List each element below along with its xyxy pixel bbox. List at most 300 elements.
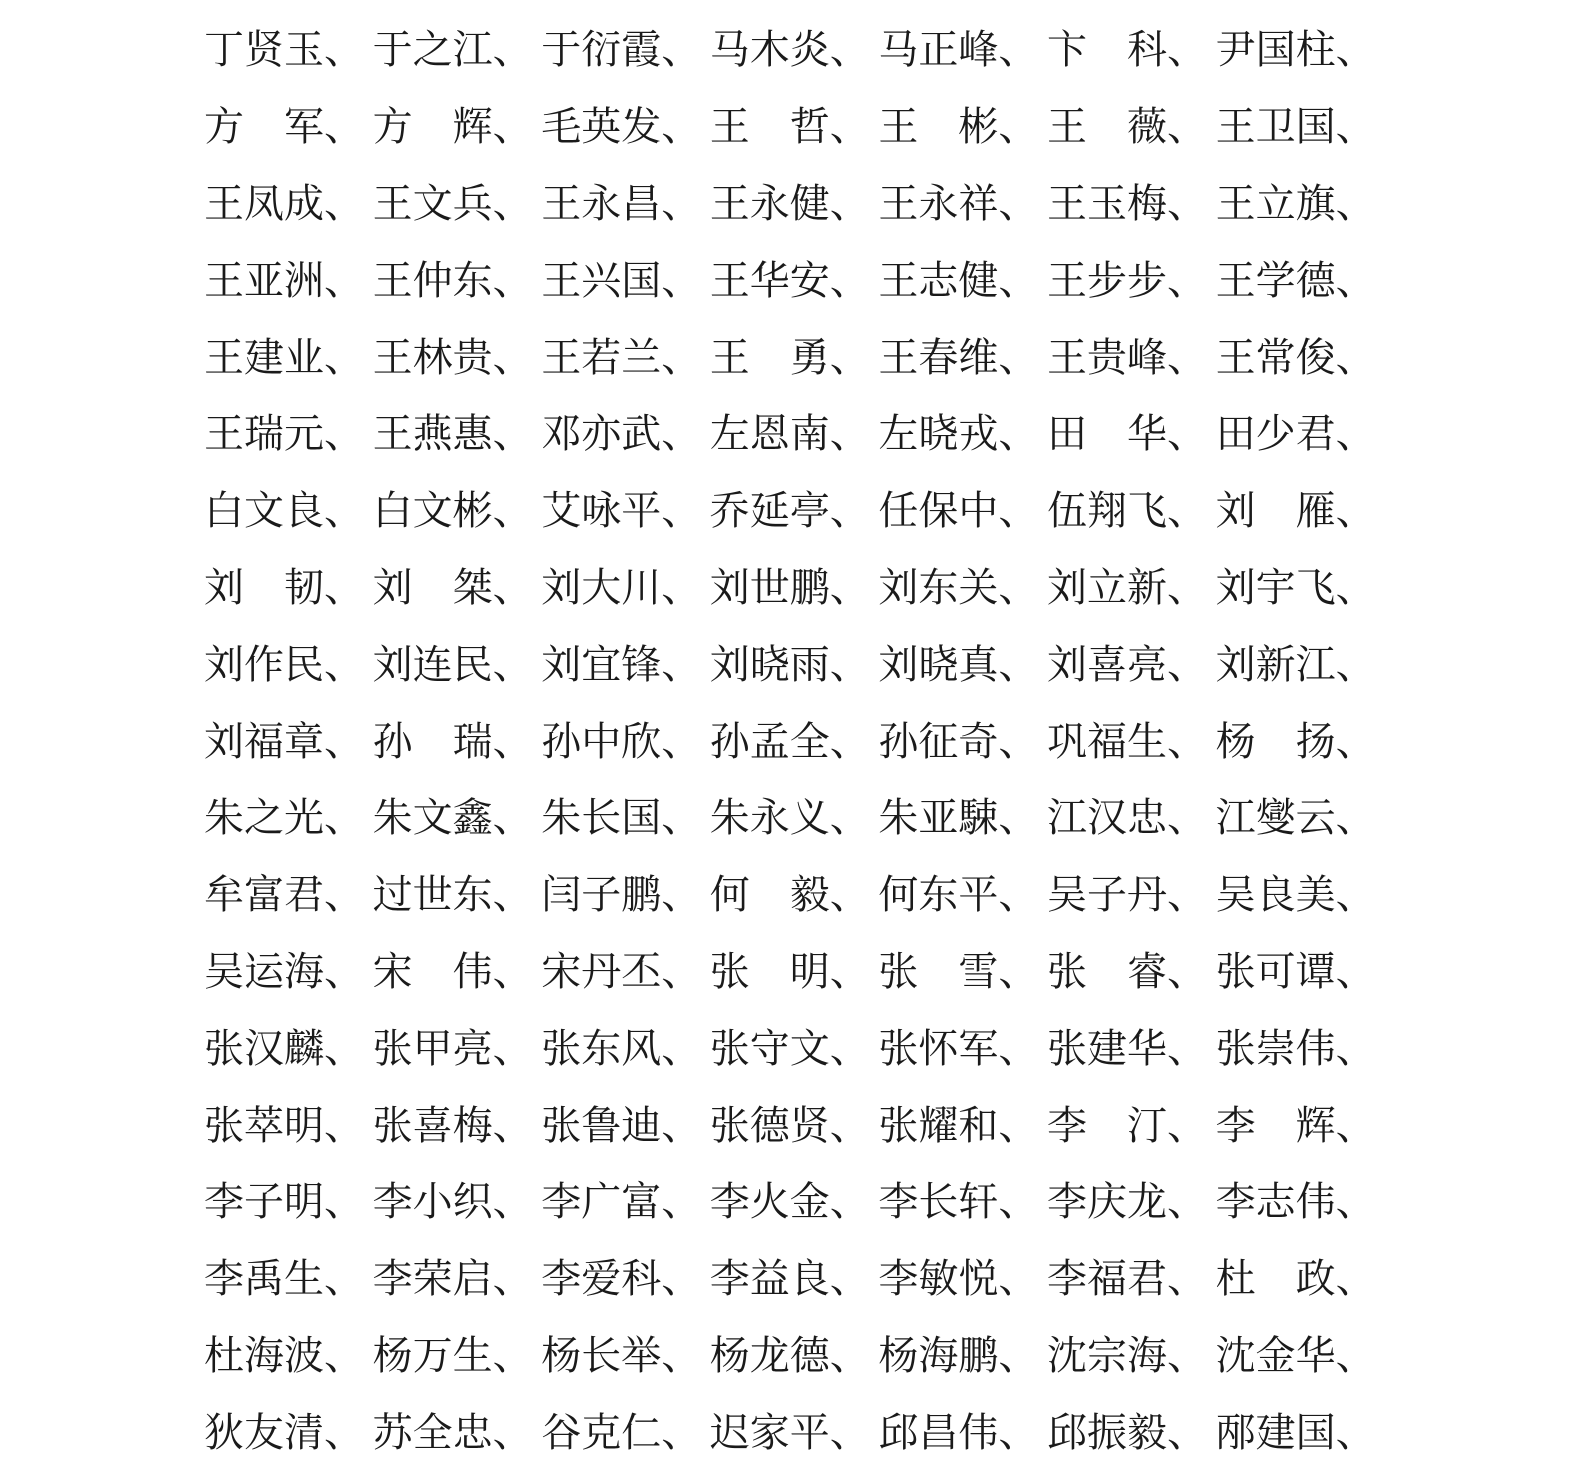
list-separator: 、: [1166, 180, 1207, 227]
person-name: [1046, 718, 1167, 765]
name-entry: [1046, 1179, 1216, 1226]
name-character: 宗: [1086, 1332, 1127, 1379]
name-entry: [541, 257, 710, 304]
list-separator: 、: [324, 564, 364, 611]
name-character: 邓: [541, 411, 582, 458]
name-character: 张: [1215, 1025, 1256, 1072]
name-character: 沈: [1046, 1332, 1087, 1379]
name-entry: [204, 1332, 373, 1379]
person-name: [1046, 1256, 1167, 1303]
person-name: [709, 411, 830, 458]
list-separator: 、: [492, 948, 533, 995]
name-entry: [878, 411, 1047, 458]
person-name: [878, 411, 999, 458]
person-name: [1215, 948, 1336, 995]
name-entry: [372, 1025, 542, 1072]
list-separator: 、: [661, 948, 702, 995]
name-character: 王: [1215, 180, 1256, 227]
name-character: 昌: [918, 1409, 959, 1456]
name-entry: [1215, 1102, 1385, 1149]
name-character: 奇: [958, 718, 999, 765]
person-name: [1215, 1256, 1336, 1303]
name-character: 伟: [958, 1409, 999, 1456]
name-character: 耀: [918, 1102, 959, 1149]
list-separator: 、: [998, 564, 1039, 611]
name-character: 方: [372, 104, 413, 151]
name-character: 瑞: [452, 718, 493, 765]
name-character: 平: [958, 872, 999, 919]
name-character: 毛: [541, 104, 582, 151]
name-entry: [878, 1256, 1047, 1303]
name-entry: [204, 488, 373, 535]
name-character: 东: [918, 564, 959, 611]
name-character: 伍: [1046, 488, 1087, 535]
name-character: 军: [958, 1025, 999, 1072]
name-entry: [878, 795, 1047, 842]
person-name: [204, 564, 324, 611]
name-character: 朱: [204, 795, 244, 842]
name-entry: [1046, 564, 1216, 611]
name-character: 张: [541, 1025, 582, 1072]
name-character: 世: [412, 872, 453, 919]
name-character: 亮: [1126, 641, 1167, 688]
name-entry: [204, 334, 373, 381]
name-character: 全: [789, 718, 830, 765]
list-separator: 、: [1335, 948, 1376, 995]
name-character: 迟: [709, 1409, 750, 1456]
person-name: [878, 948, 999, 995]
list-separator: 、: [998, 1256, 1039, 1303]
list-separator: 、: [829, 718, 870, 765]
name-character: 君: [1295, 411, 1336, 458]
name-character: 文: [412, 795, 453, 842]
name-list: [204, 12, 1404, 1471]
name-entry: [878, 1179, 1047, 1226]
name-entry: [1215, 104, 1385, 151]
name-character: 朱: [372, 795, 413, 842]
list-separator: 、: [492, 411, 533, 458]
name-character: 江: [1295, 641, 1336, 688]
list-separator: 、: [492, 1179, 533, 1226]
name-row: [204, 780, 1404, 857]
name-character: 李: [204, 1256, 244, 1303]
person-name: [1046, 104, 1167, 151]
name-character: 刘: [709, 641, 750, 688]
name-entry: [878, 1332, 1047, 1379]
list-separator: 、: [829, 257, 870, 304]
name-character: 柱: [1295, 27, 1336, 74]
person-name: [541, 411, 662, 458]
person-name: [878, 334, 999, 381]
name-character: 刘: [204, 641, 244, 688]
name-character: 海: [244, 1332, 284, 1379]
person-name: [204, 1179, 324, 1226]
name-entry: [541, 411, 710, 458]
name-character: 永: [749, 795, 790, 842]
name-character: 杨: [541, 1332, 582, 1379]
list-separator: 、: [829, 104, 870, 151]
name-character: 明: [284, 1102, 324, 1149]
name-entry: [1215, 718, 1385, 765]
name-character: 张: [372, 1102, 413, 1149]
list-separator: 、: [1166, 564, 1207, 611]
name-character: 王: [878, 257, 919, 304]
person-name: [1215, 872, 1336, 919]
person-name: [709, 872, 830, 919]
name-character: 常: [1255, 334, 1296, 381]
name-row: [204, 703, 1404, 780]
name-character: 孙: [709, 718, 750, 765]
person-name: [204, 1409, 324, 1456]
name-character: 过: [372, 872, 413, 919]
list-separator: 、: [998, 411, 1039, 458]
list-separator: 、: [1166, 1409, 1207, 1456]
list-separator: 、: [998, 180, 1039, 227]
name-character: 杨: [709, 1332, 750, 1379]
name-character: 征: [918, 718, 959, 765]
name-entry: [1215, 488, 1385, 535]
name-character: 之: [412, 27, 453, 74]
name-character: 朱: [878, 795, 919, 842]
name-entry: [1215, 564, 1385, 611]
name-character: 晓: [918, 411, 959, 458]
list-separator: 、: [1335, 1409, 1376, 1456]
name-entry: [878, 1102, 1047, 1149]
name-entry: [372, 1256, 542, 1303]
person-name: [709, 795, 830, 842]
name-character: 甲: [412, 1025, 453, 1072]
person-name: [878, 1179, 999, 1226]
list-separator: 、: [492, 641, 533, 688]
list-separator: 、: [324, 1332, 364, 1379]
name-character: 亚: [918, 795, 959, 842]
name-character: 刘: [1046, 564, 1087, 611]
name-entry: [1046, 1332, 1216, 1379]
list-separator: 、: [1166, 1102, 1207, 1149]
person-name: [372, 488, 493, 535]
name-character: 锋: [621, 641, 662, 688]
name-character: 敏: [918, 1256, 959, 1303]
name-character: 刘: [541, 564, 582, 611]
name-character: 任: [878, 488, 919, 535]
list-separator: 、: [998, 334, 1039, 381]
name-character: 文: [412, 488, 453, 535]
person-name: [204, 257, 324, 304]
name-character: 翔: [1086, 488, 1127, 535]
person-name: [1046, 1179, 1167, 1226]
name-entry: [709, 257, 879, 304]
name-character: 鹏: [958, 1332, 999, 1379]
name-character: 杨: [1215, 718, 1256, 765]
name-character: 丁: [204, 27, 244, 74]
name-character: 李: [1046, 1102, 1087, 1149]
person-name: [541, 795, 662, 842]
name-character: 张: [709, 1102, 750, 1149]
list-separator: 、: [661, 641, 702, 688]
name-character: 张: [709, 948, 750, 995]
name-character: 木: [749, 27, 790, 74]
name-character: 炎: [789, 27, 830, 74]
name-character: 启: [452, 1256, 493, 1303]
name-character: 何: [878, 872, 919, 919]
person-name: [1215, 1409, 1336, 1456]
name-character: 荣: [412, 1256, 453, 1303]
name-character: 尹: [1215, 27, 1256, 74]
name-character: 贤: [244, 27, 284, 74]
name-character: 鑫: [452, 795, 493, 842]
list-separator: 、: [324, 1025, 364, 1072]
list-separator: 、: [661, 872, 702, 919]
name-entry: [204, 872, 373, 919]
name-character: 章: [284, 718, 324, 765]
list-separator: 、: [1335, 488, 1376, 535]
person-name: [541, 1409, 662, 1456]
person-name: [372, 872, 493, 919]
person-name: [1046, 1409, 1167, 1456]
name-character: 富: [621, 1179, 662, 1226]
person-name: [709, 1332, 830, 1379]
name-character: 王: [1215, 334, 1256, 381]
name-character: 王: [372, 334, 413, 381]
name-character: 左: [709, 411, 750, 458]
name-entry: [709, 1409, 879, 1456]
list-separator: 、: [829, 795, 870, 842]
name-entry: [878, 1025, 1047, 1072]
person-name: [1046, 1332, 1167, 1379]
name-character: 轩: [958, 1179, 999, 1226]
name-character: 何: [709, 872, 750, 919]
name-entry: [1215, 27, 1385, 74]
name-character: 艾: [541, 488, 582, 535]
person-name: [709, 180, 830, 227]
list-separator: 、: [661, 564, 702, 611]
name-character: 雁: [1295, 488, 1336, 535]
name-character: 永: [918, 180, 959, 227]
name-entry: [372, 1409, 542, 1456]
name-character: 永: [581, 180, 622, 227]
person-name: [372, 257, 493, 304]
name-character: 南: [789, 411, 830, 458]
name-entry: [372, 718, 542, 765]
name-character: 克: [581, 1409, 622, 1456]
name-entry: [878, 104, 1047, 151]
person-name: [1215, 1332, 1336, 1379]
name-character: 建: [1255, 1409, 1296, 1456]
name-character: 国: [621, 795, 662, 842]
name-entry: [1046, 1409, 1216, 1456]
name-character: 长: [581, 795, 622, 842]
name-row: [204, 473, 1404, 550]
list-separator: 、: [1335, 1256, 1376, 1303]
name-character: 刘: [1046, 641, 1087, 688]
person-name: [878, 27, 999, 74]
name-character: 邱: [1046, 1409, 1087, 1456]
list-separator: 、: [829, 872, 870, 919]
person-name: [541, 1332, 662, 1379]
person-name: [541, 257, 662, 304]
person-name: [709, 718, 830, 765]
name-character: 伟: [452, 948, 493, 995]
name-entry: [541, 564, 710, 611]
list-separator: 、: [1335, 334, 1376, 381]
name-character: 忠: [1126, 795, 1167, 842]
name-character: 旗: [1295, 180, 1336, 227]
person-name: [204, 334, 324, 381]
name-row: [204, 1318, 1404, 1395]
name-entry: [1046, 1102, 1216, 1149]
person-name: [541, 1256, 662, 1303]
name-character: 张: [878, 1102, 919, 1149]
name-character: 凤: [244, 180, 284, 227]
name-entry: [541, 1332, 710, 1379]
list-separator: 、: [829, 948, 870, 995]
person-name: [372, 564, 493, 611]
name-character: 忠: [452, 1409, 493, 1456]
name-entry: [204, 1102, 373, 1149]
name-entry: [1046, 795, 1216, 842]
name-character: 少: [1255, 411, 1296, 458]
person-name: [878, 795, 999, 842]
name-character: 义: [789, 795, 830, 842]
person-name: [372, 1179, 493, 1226]
name-character: 伟: [1295, 1179, 1336, 1226]
name-character: 燕: [412, 411, 453, 458]
person-name: [204, 718, 324, 765]
person-name: [878, 180, 999, 227]
name-character: 杜: [1215, 1256, 1256, 1303]
name-entry: [709, 1102, 879, 1149]
name-character: 李: [1215, 1102, 1256, 1149]
name-character: 连: [412, 641, 453, 688]
list-separator: 、: [1166, 948, 1207, 995]
list-separator: 、: [324, 872, 364, 919]
list-separator: 、: [1166, 718, 1207, 765]
list-separator: 、: [1166, 411, 1207, 458]
name-entry: [541, 334, 710, 381]
list-separator: 、: [1335, 411, 1376, 458]
name-character: 李: [1215, 1179, 1256, 1226]
name-character: 衍: [581, 27, 622, 74]
name-character: 兰: [621, 334, 662, 381]
name-character: 鹏: [621, 872, 662, 919]
name-entry: [541, 718, 710, 765]
list-separator: 、: [1166, 795, 1207, 842]
list-separator: 、: [998, 1179, 1039, 1226]
person-name: [878, 1025, 999, 1072]
name-character: 麟: [284, 1025, 324, 1072]
person-name: [878, 564, 999, 611]
name-character: 苏: [372, 1409, 413, 1456]
list-separator: 、: [661, 1179, 702, 1226]
list-separator: 、: [661, 1256, 702, 1303]
list-separator: 、: [1335, 718, 1376, 765]
name-character: 扬: [1295, 718, 1336, 765]
name-character: 亭: [789, 488, 830, 535]
name-character: 仁: [621, 1409, 662, 1456]
name-character: 汉: [1086, 795, 1127, 842]
name-character: 飞: [1126, 488, 1167, 535]
name-character: 良: [284, 488, 324, 535]
name-entry: [709, 27, 879, 74]
name-character: 仲: [412, 257, 453, 304]
name-character: 立: [1086, 564, 1127, 611]
name-entry: [541, 872, 710, 919]
name-character: 邴: [1215, 1409, 1256, 1456]
name-character: 德: [749, 1102, 790, 1149]
list-separator: 、: [661, 27, 702, 74]
name-character: 国: [1295, 104, 1336, 151]
name-character: 王: [204, 411, 244, 458]
name-character: 王: [541, 257, 582, 304]
name-character: 川: [621, 564, 662, 611]
name-character: 辉: [452, 104, 493, 151]
name-character: 吴: [1215, 872, 1256, 919]
name-entry: [709, 1025, 879, 1072]
name-character: 王: [204, 257, 244, 304]
name-character: 卞: [1046, 27, 1087, 74]
name-character: 王: [709, 257, 750, 304]
person-name: [709, 104, 830, 151]
name-character: 刘: [1215, 564, 1256, 611]
name-character: 丹: [581, 948, 622, 995]
name-entry: [204, 718, 373, 765]
name-character: 悦: [958, 1256, 999, 1303]
name-character: 毅: [789, 872, 830, 919]
name-character: 宇: [1255, 564, 1296, 611]
name-character: 英: [581, 104, 622, 151]
name-entry: [1046, 1025, 1216, 1072]
list-separator: 、: [1166, 488, 1207, 535]
name-entry: [709, 1332, 879, 1379]
name-character: 谭: [1295, 948, 1336, 995]
name-entry: [1215, 1025, 1385, 1072]
name-character: 振: [1086, 1409, 1127, 1456]
person-name: [709, 334, 830, 381]
name-character: 刘: [204, 564, 244, 611]
name-character: 刘: [1215, 488, 1256, 535]
name-row: [204, 89, 1404, 166]
person-name: [709, 488, 830, 535]
name-entry: [204, 1179, 373, 1226]
name-character: 宋: [541, 948, 582, 995]
name-character: 喜: [412, 1102, 453, 1149]
name-entry: [372, 1332, 542, 1379]
list-separator: 、: [1335, 1332, 1376, 1379]
list-separator: 、: [829, 1409, 870, 1456]
list-separator: 、: [1166, 1332, 1207, 1379]
person-name: [878, 488, 999, 535]
name-entry: [1046, 180, 1216, 227]
name-character: 亮: [452, 1025, 493, 1072]
list-separator: 、: [324, 1409, 364, 1456]
person-name: [1215, 180, 1336, 227]
name-character: 戎: [958, 411, 999, 458]
list-separator: 、: [998, 488, 1039, 535]
name-character: 李: [372, 1256, 413, 1303]
person-name: [372, 1025, 493, 1072]
name-character: 风: [621, 1025, 662, 1072]
list-separator: 、: [661, 411, 702, 458]
list-separator: 、: [998, 795, 1039, 842]
name-character: 良: [789, 1256, 830, 1303]
name-entry: [1046, 104, 1216, 151]
list-separator: 、: [324, 718, 364, 765]
name-character: 民: [284, 641, 324, 688]
name-entry: [541, 180, 710, 227]
list-separator: 、: [1335, 27, 1376, 74]
name-character: 咏: [581, 488, 622, 535]
name-character: 张: [204, 1102, 244, 1149]
